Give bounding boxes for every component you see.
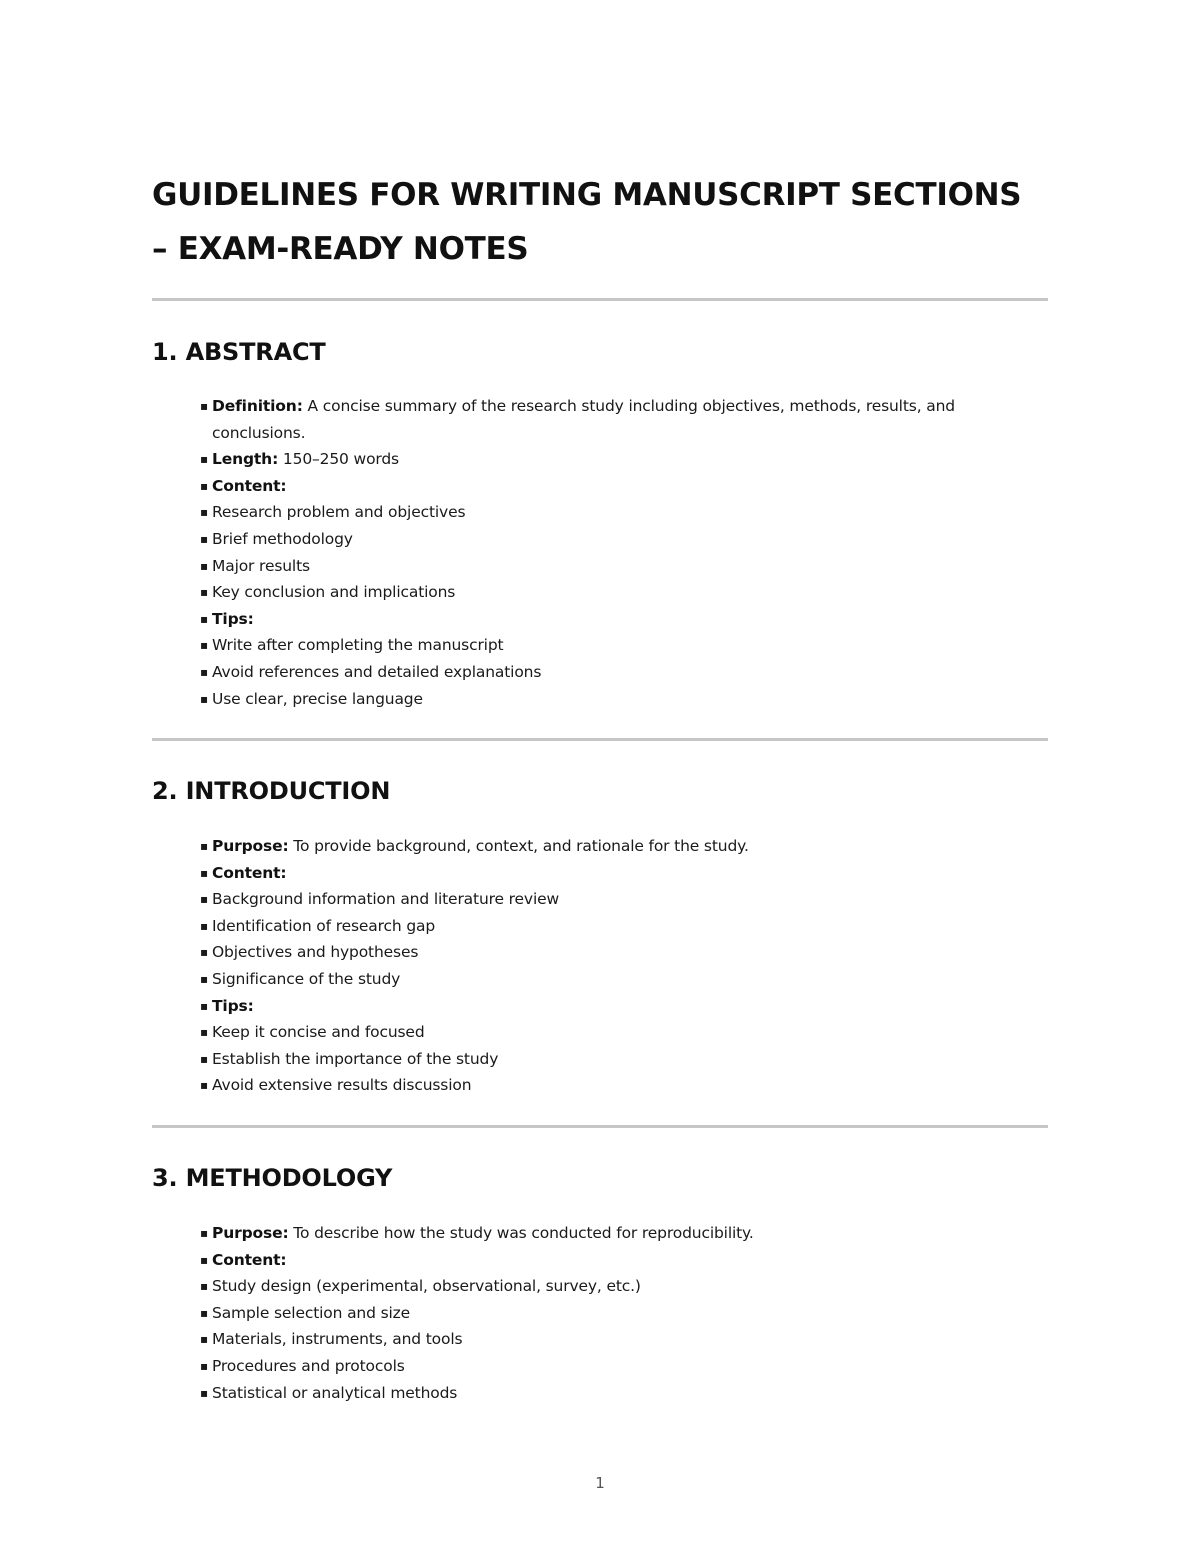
list-item: ▪ Avoid extensive results discussion: [200, 1072, 1030, 1099]
bullet-icon: ▪: [200, 664, 208, 679]
list-item: ▪ Purpose: To provide background, context, and rationale for the study.: [200, 833, 1030, 860]
section-heading-abstract: 1. ABSTRACT: [152, 338, 326, 366]
list-item: ▪ Materials, instruments, and tools: [200, 1326, 1030, 1353]
list-item: ▪ Content:: [200, 473, 1030, 500]
bullet-icon: ▪: [200, 1025, 208, 1040]
document-title: [152, 168, 1048, 276]
bullet-icon: ▪: [200, 1385, 208, 1400]
bullet-icon: ▪: [200, 998, 208, 1013]
methodology-list: [200, 1220, 1030, 1406]
introduction-list: [200, 833, 1030, 1099]
list-item: ▪ Write after completing the manuscript: [200, 632, 1030, 659]
list-item: ▪ Procedures and protocols: [200, 1353, 1030, 1380]
bullet-icon: ▪: [200, 691, 208, 706]
bullet-icon: ▪: [200, 918, 208, 933]
section-divider: [152, 738, 1048, 741]
bullet-icon: ▪: [200, 638, 208, 653]
bullet-icon: ▪: [200, 1226, 208, 1240]
list-item: ▪ Definition: A concise summary of the research study including objectives, methods, results, and conclusions.: [200, 393, 1030, 446]
bullet-icon: ▪: [200, 1358, 208, 1373]
list-item: ▪ Study design (experimental, observational, survey, etc.): [200, 1273, 1030, 1300]
list-item: ▪ Length: 150–250 words: [200, 446, 1030, 473]
bullet-icon: ▪: [200, 452, 208, 467]
list-item: ▪ Content:: [200, 1247, 1030, 1274]
section-heading-introduction: 2. INTRODUCTION: [152, 777, 391, 805]
bullet-icon: ▪: [200, 839, 208, 853]
section-heading-methodology: 3. METHODOLOGY: [152, 1164, 393, 1192]
bullet-icon: ▪: [200, 399, 208, 413]
document-title-line-2: – EXAM-READY NOTES: [152, 231, 529, 267]
bullet-icon: ▪: [200, 611, 208, 626]
list-item: ▪ Sample selection and size: [200, 1300, 1030, 1327]
section-divider: [152, 298, 1048, 301]
list-item: ▪ Keep it concise and focused: [200, 1019, 1030, 1046]
bullet-icon: ▪: [200, 585, 208, 600]
list-item: ▪ Identification of research gap: [200, 913, 1030, 940]
bullet-icon: ▪: [200, 505, 208, 520]
page-number: 1: [595, 1474, 605, 1492]
abstract-list: [200, 393, 1030, 712]
list-item: ▪ Content:: [200, 860, 1030, 887]
bullet-icon: ▪: [200, 1279, 208, 1294]
list-item: ▪ Statistical or analytical methods: [200, 1380, 1030, 1407]
bullet-icon: ▪: [200, 531, 208, 546]
document-title-line-1: GUIDELINES FOR WRITING MANUSCRIPT SECTIONS: [152, 177, 1022, 213]
bullet-icon: ▪: [200, 971, 208, 986]
list-item: ▪ Objectives and hypotheses: [200, 939, 1030, 966]
list-item: ▪ Tips:: [200, 993, 1030, 1020]
list-item: ▪ Avoid references and detailed explanations: [200, 659, 1030, 686]
list-item: ▪ Major results: [200, 553, 1030, 580]
list-item: ▪ Tips:: [200, 606, 1030, 633]
bullet-icon: ▪: [200, 478, 208, 493]
list-item: ▪ Establish the importance of the study: [200, 1046, 1030, 1073]
list-item: ▪ Use clear, precise language: [200, 686, 1030, 713]
bullet-icon: ▪: [200, 1051, 208, 1066]
bullet-icon: ▪: [200, 1078, 208, 1093]
bullet-icon: ▪: [200, 1305, 208, 1320]
bullet-icon: ▪: [200, 558, 208, 573]
bullet-icon: ▪: [200, 865, 208, 880]
bullet-icon: ▪: [200, 945, 208, 960]
bullet-icon: ▪: [200, 892, 208, 907]
list-item: ▪ Key conclusion and implications: [200, 579, 1030, 606]
list-item: ▪ Purpose: To describe how the study was conducted for reproducibility.: [200, 1220, 1030, 1247]
bullet-icon: ▪: [200, 1252, 208, 1267]
bullet-icon: ▪: [200, 1332, 208, 1347]
section-divider: [152, 1125, 1048, 1128]
list-item: ▪ Background information and literature review: [200, 886, 1030, 913]
list-item: ▪ Research problem and objectives: [200, 499, 1030, 526]
list-item: ▪ Brief methodology: [200, 526, 1030, 553]
list-item: ▪ Significance of the study: [200, 966, 1030, 993]
